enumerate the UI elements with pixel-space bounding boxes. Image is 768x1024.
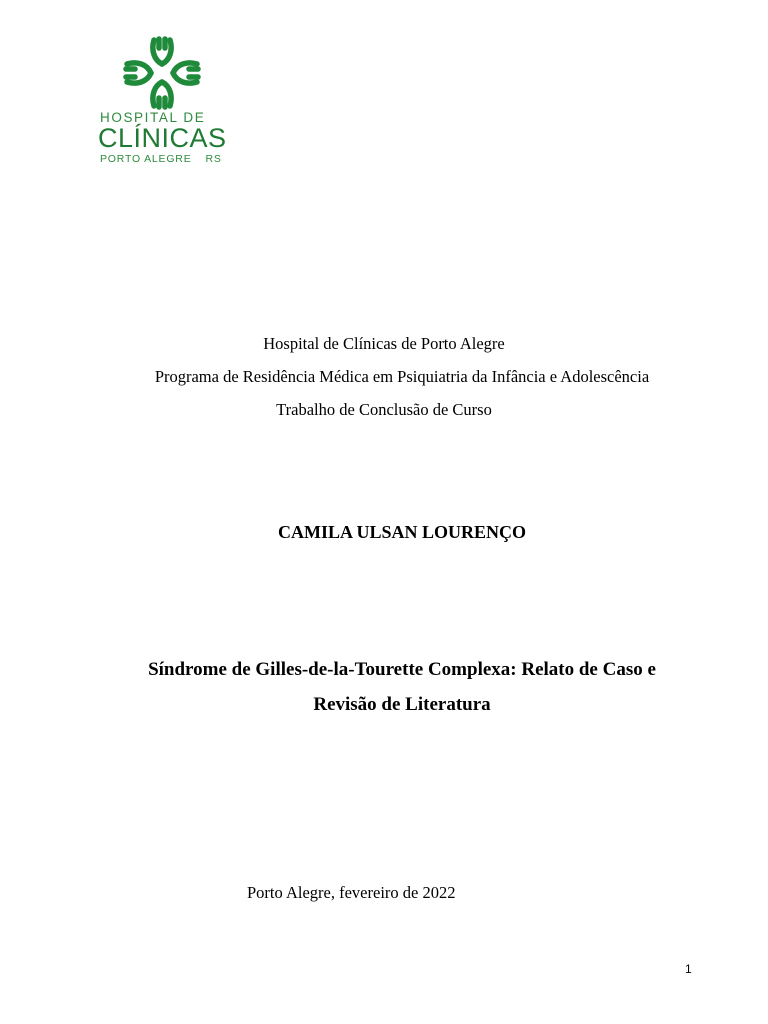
document-title-line-2: Revisão de Literatura	[313, 694, 491, 715]
document-type: Trabalho de Conclusão de Curso	[276, 400, 492, 419]
institution-name: Hospital de Clínicas de Porto Alegre	[263, 334, 505, 353]
logo-text-clinicas: CLÍNICAS	[98, 123, 227, 153]
logo-text-hospital-de: HOSPITAL DE	[100, 110, 206, 125]
author-name: CAMILA ULSAN LOURENÇO	[277, 522, 527, 542]
logo-state: RS	[205, 153, 222, 165]
residency-program: Programa de Residência Médica em Psiquiatria da Infância e Adolescência	[154, 367, 650, 386]
hospital-cross-emblem-icon	[123, 36, 201, 110]
hospital-logo	[96, 36, 232, 166]
place-and-date: Porto Alegre, fevereiro de 2022	[247, 883, 456, 902]
logo-city: PORTO ALEGRE	[100, 153, 192, 165]
document-title-line-1: Síndrome de Gilles-de-la-Tourette Complexa: Relato de Caso e	[148, 659, 656, 680]
page-number: 1	[685, 962, 692, 976]
logo-text-city	[100, 153, 222, 165]
